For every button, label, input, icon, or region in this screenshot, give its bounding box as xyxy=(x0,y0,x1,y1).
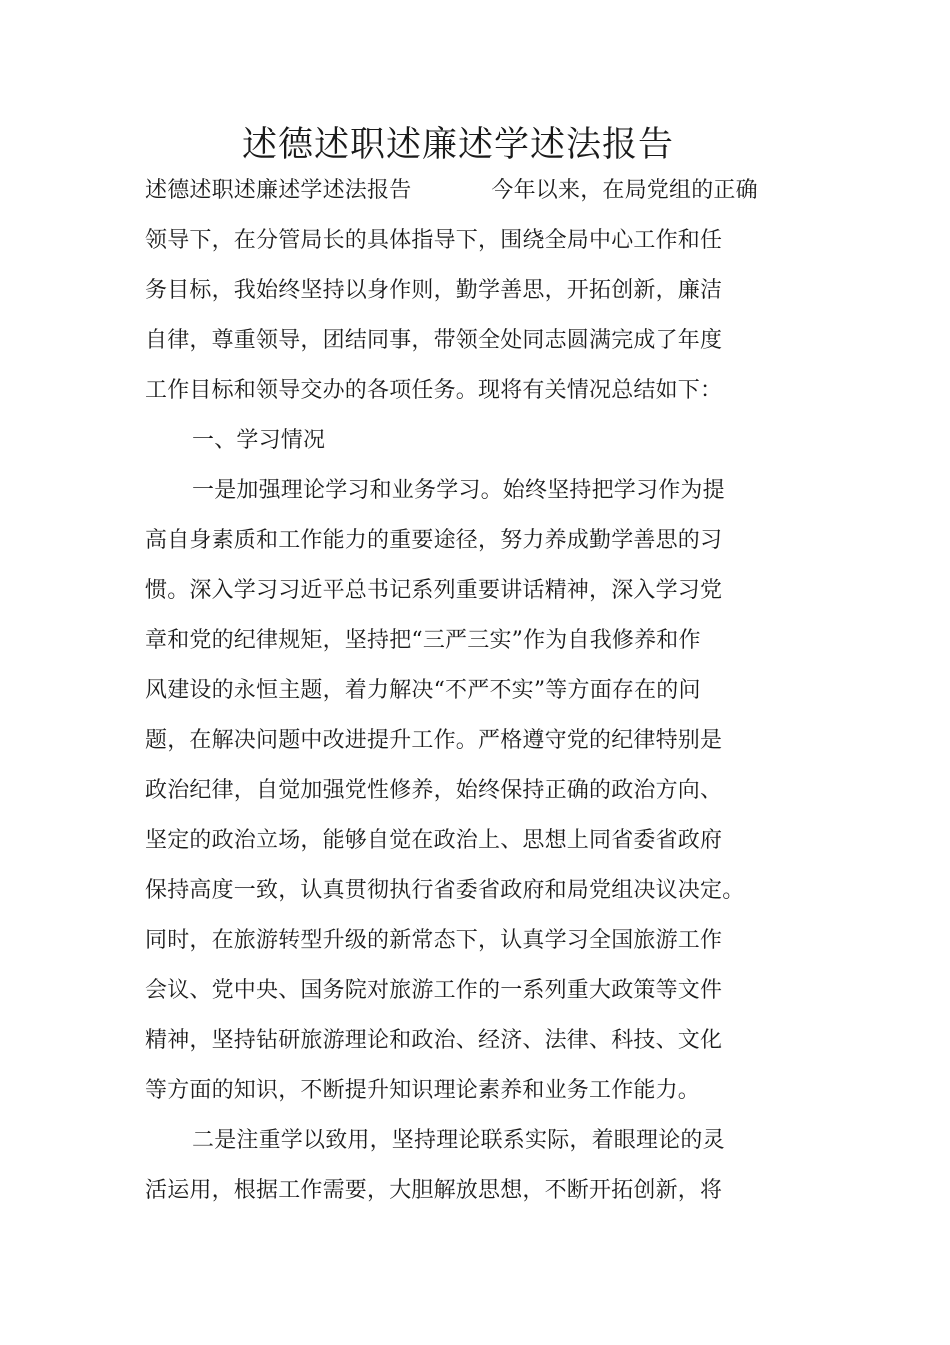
paragraph-line: 风建设的永恒主题，着力解决“不严不实”等方面存在的问 xyxy=(145,678,701,703)
document-title: 述德述职述廉述学述法报告 xyxy=(241,125,674,165)
paragraph-line: 坚定的政治立场，能够自觉在政治上、思想上同省委省政府 xyxy=(145,828,723,853)
paragraph-line: 高自身素质和工作能力的重要途径，努力养成勤学善思的习 xyxy=(145,528,723,553)
paragraph-line: 务目标，我始终坚持以身作则，勤学善思，开拓创新，廉洁 xyxy=(145,278,723,303)
paragraph-line: 政治纪律，自觉加强党性修养，始终保持正确的政治方向、 xyxy=(145,778,723,803)
paragraph-line: 保持高度一致，认真贯彻执行省委省政府和局党组决议决定。 xyxy=(145,878,745,903)
paragraph-line: 自律，尊重领导，团结同事，带领全处同志圆满完成了年度 xyxy=(145,328,723,353)
paragraph-line: 精神，坚持钻研旅游理论和政治、经济、法律、科技、文化 xyxy=(145,1028,723,1053)
paragraph-line: 等方面的知识，不断提升知识理论素养和业务工作能力。 xyxy=(145,1078,701,1103)
paragraph-text: 今年以来，在局党组的正确 xyxy=(491,178,758,203)
repeated-title-text: 述德述职述廉述学述法报告 xyxy=(145,178,412,203)
paragraph-line: 章和党的纪律规矩，坚持把“三严三实”作为自我修养和作 xyxy=(145,628,701,653)
section-heading: 一、学习情况 xyxy=(192,428,326,453)
paragraph-line: 活运用，根据工作需要，大胆解放思想，不断开拓创新，将 xyxy=(145,1178,723,1203)
paragraph-line: 惯。深入学习习近平总书记系列重要讲话精神，深入学习党 xyxy=(145,578,723,603)
paragraph-line: 题，在解决问题中改进提升工作。严格遵守党的纪律特别是 xyxy=(145,728,723,753)
paragraph-line: 工作目标和领导交办的各项任务。现将有关情况总结如下： xyxy=(145,378,723,403)
paragraph-line: 二是注重学以致用，坚持理论联系实际，着眼理论的灵 xyxy=(192,1128,725,1153)
paragraph-line: 领导下，在分管局长的具体指导下，围绕全局中心工作和任 xyxy=(145,228,723,253)
paragraph-line: 会议、党中央、国务院对旅游工作的一系列重大政策等文件 xyxy=(145,978,723,1003)
paragraph-line: 一是加强理论学习和业务学习。始终坚持把学习作为提 xyxy=(192,478,725,503)
paragraph-line: 同时，在旅游转型升级的新常态下，认真学习全国旅游工作 xyxy=(145,928,723,953)
paragraph-line xyxy=(145,176,758,206)
